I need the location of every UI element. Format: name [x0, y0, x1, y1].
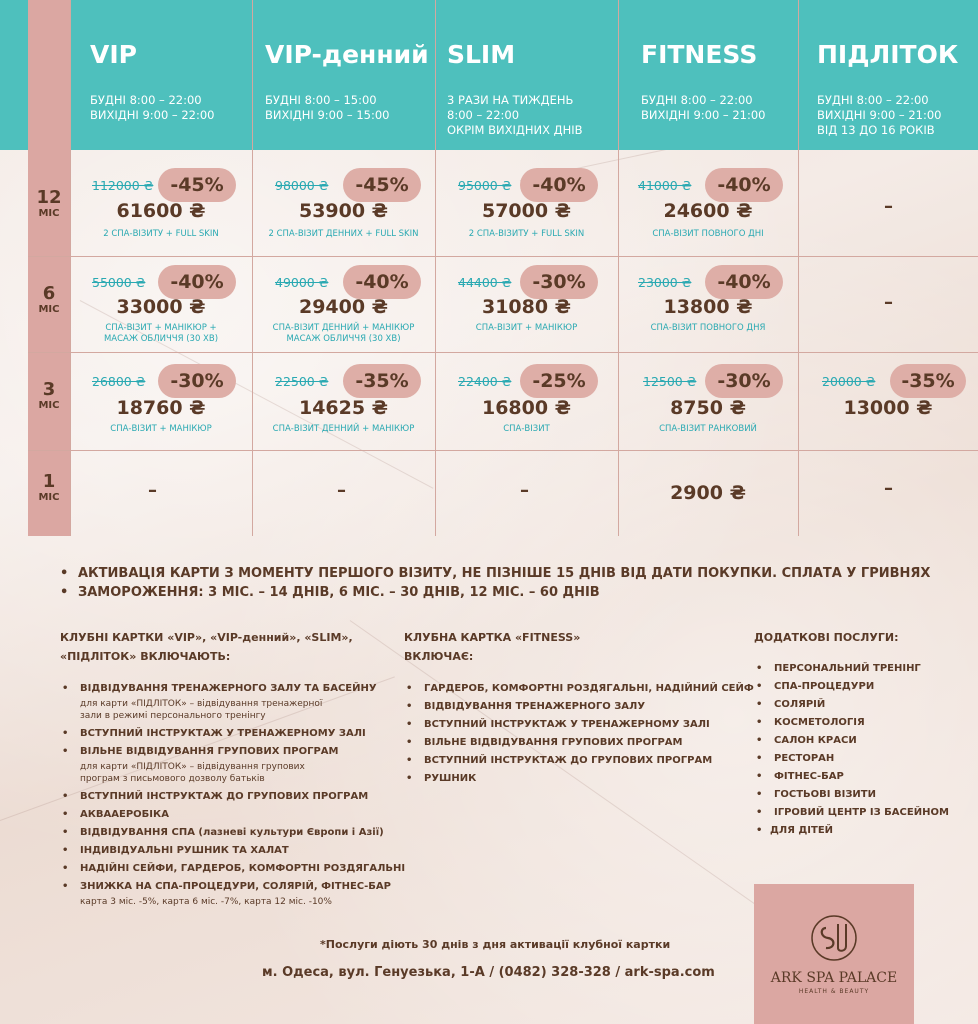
package-note: 2 СПА-ВІЗИТУ + FULL SKIN: [468, 229, 585, 239]
terms-list: [60, 564, 930, 602]
discount-badge: -40%: [705, 168, 783, 202]
grid-line: [618, 0, 619, 536]
package-note: СПА-ВІЗИТ РАНКОВИЙ: [659, 424, 757, 434]
list-item: • ВІЛЬНЕ ВІДВІДУВАННЯ ГРУПОВИХ ПРОГРАМ: [60, 743, 405, 761]
old-price: 26800 ₴: [92, 374, 146, 389]
row-label-12: [28, 188, 70, 219]
discount-badge: -40%: [705, 265, 783, 299]
extra-services-heading: ДОДАТКОВІ ПОСЛУГИ:: [754, 631, 899, 644]
unavailable-dash: –: [520, 480, 529, 501]
old-price: 22400 ₴: [458, 374, 512, 389]
clubs-heading-line2: «ПІДЛІТОК» ВКЛЮЧАЮТЬ:: [60, 650, 231, 663]
list-subnote: для карти «ПІДЛІТОК» – відвідування групових програм з письмового дозволу батьків: [80, 762, 305, 784]
list-item: • ВСТУПНИЙ ІНСТРУКТАЖ У ТРЕНАЖЕРНОМУ ЗАЛІ: [404, 716, 754, 734]
list-item: • ІНДИВІДУАЛЬНІ РУШНИК ТА ХАЛАТ: [60, 842, 405, 860]
price: 29400 ₴: [298, 296, 389, 318]
list-subnote: карта 3 міс. -5%, карта 6 міс. -7%, карта 12 міс. -10%: [80, 897, 332, 907]
row-months: 12: [36, 187, 62, 208]
fitness-heading-line1: КЛУБНА КАРТКА «FITNESS»: [404, 631, 581, 644]
price: 61600 ₴: [116, 200, 206, 222]
price: 13000 ₴: [843, 397, 933, 419]
list-item: • ВІЛЬНЕ ВІДВІДУВАННЯ ГРУПОВИХ ПРОГРАМ: [404, 734, 754, 752]
package-note: СПА-ВІЗИТ + МАНІКЮР: [475, 323, 578, 333]
clubs-heading: [60, 628, 353, 666]
old-price: 22500 ₴: [275, 374, 329, 389]
list-item: • НАДІЙНІ СЕЙФИ, ГАРДЕРОБ, КОМФОРТНІ РОЗДЯГАЛЬНІ: [60, 860, 405, 878]
grid-line: [798, 0, 799, 536]
old-price: 20000 ₴: [822, 374, 876, 389]
row-months: 6: [42, 283, 56, 304]
list-item: • РУШНИК: [404, 770, 754, 788]
grid-line: [28, 352, 978, 353]
list-item: • СОЛЯРІЙ: [754, 696, 949, 714]
old-price: 55000 ₴: [92, 275, 146, 290]
row-label-3: [28, 380, 70, 411]
fitness-includes-list: [404, 680, 754, 788]
list-item: • ВІДВІДУВАННЯ ТРЕНАЖЕРНОГО ЗАЛУ ТА БАСЕЙНУ: [60, 680, 405, 698]
grid-line: [28, 450, 978, 451]
old-price: 23000 ₴: [638, 275, 692, 290]
unavailable-dash: –: [148, 480, 157, 501]
spa-monogram-icon: [804, 908, 864, 968]
old-price: 95000 ₴: [458, 178, 512, 193]
list-item: • ВІДВІДУВАННЯ СПА (лазневі культури Європи і Азії): [60, 824, 405, 842]
price: 24600 ₴: [663, 200, 753, 222]
brand-name: ARK SPA PALACE: [770, 970, 898, 986]
list-item: • СПА-ПРОЦЕДУРИ: [754, 678, 949, 696]
column-schedule-vip: БУДНІ 8:00 – 22:00 ВИХІДНІ 9:00 – 22:00: [90, 93, 215, 122]
clubs-heading-line1: КЛУБНІ КАРТКИ «VIP», «VIP-денний», «SLIM»,: [60, 631, 353, 644]
package-note: СПА-ВІЗИТ ПОВНОГО ДНЯ: [650, 323, 766, 333]
column-title-teen: ПІДЛІТОК: [817, 40, 959, 69]
column-schedule-vip-day: БУДНІ 8:00 – 15:00 ВИХІДНІ 9:00 – 15:00: [265, 93, 390, 122]
discount-badge: -35%: [890, 364, 966, 398]
unavailable-dash: –: [884, 292, 893, 313]
discount-badge: -30%: [705, 364, 783, 398]
price: 33000 ₴: [116, 296, 206, 318]
column-title-slim: SLIM: [447, 40, 516, 69]
price: 53900 ₴: [298, 200, 389, 222]
row-months: 1: [42, 471, 56, 492]
grid-line: [28, 256, 978, 257]
footnote: *Послуги діють 30 днів з дня активації клубної картки: [320, 938, 671, 951]
fitness-heading-line2: ВКЛЮЧАЄ:: [404, 650, 474, 663]
list-item-continued: [754, 822, 949, 840]
list-item: • ВСТУПНИЙ ІНСТРУКТАЖ ДО ГРУПОВИХ ПРОГРАМ: [404, 752, 754, 770]
discount-badge: -40%: [158, 265, 236, 299]
row-unit: МІС: [38, 400, 60, 411]
price: 8750 ₴: [670, 397, 746, 419]
list-item: • РЕСТОРАН: [754, 750, 949, 768]
list-item: • ВСТУПНИЙ ІНСТРУКТАЖ ДО ГРУПОВИХ ПРОГРАМ: [60, 788, 405, 806]
old-price: 49000 ₴: [275, 275, 329, 290]
terms-item: • АКТИВАЦІЯ КАРТИ З МОМЕНТУ ПЕРШОГО ВІЗИТУ, НЕ ПІЗНІШЕ 15 ДНІВ ВІД ДАТИ ПОКУПКИ. СПЛАТА У ГРИВНЯХ: [60, 566, 931, 581]
row-label-1: [28, 472, 70, 503]
column-schedule-slim: 3 РАЗИ НА ТИЖДЕНЬ 8:00 – 22:00 ОКРІМ ВИХІДНИХ ДНІВ: [447, 93, 583, 137]
terms-item: • ЗАМОРОЖЕННЯ: 3 МІС. – 14 ДНІВ, 6 МІС. – 30 ДНІВ, 12 МІС. – 60 ДНІВ: [60, 585, 600, 600]
duration-column: [28, 0, 70, 536]
unavailable-dash: –: [337, 480, 346, 501]
terms-text: АКТИВАЦІЯ КАРТИ З МОМЕНТУ ПЕРШОГО ВІЗИТУ, НЕ ПІЗНІШЕ 15 ДНІВ ВІД ДАТИ ПОКУПКИ. СПЛАТА У ГРИВНЯХ: [78, 566, 931, 581]
package-note: 2 СПА-ВІЗИТУ + FULL SKIN: [103, 229, 219, 239]
list-item: • ЗНИЖКА НА СПА-ПРОЦЕДУРИ, СОЛЯРІЙ, ФІТНЕС-БАР: [60, 878, 405, 896]
clubs-includes-list: [60, 680, 405, 911]
discount-badge: -30%: [158, 364, 236, 398]
fitness-heading: [404, 628, 580, 666]
package-note: СПА-ВІЗИТ + МАНІКЮР: [110, 424, 212, 434]
list-item: • КОСМЕТОЛОГІЯ: [754, 714, 949, 732]
package-note: 2 СПА-ВІЗИТ ДЕННИХ + FULL SKIN: [268, 229, 419, 239]
discount-badge: -40%: [520, 168, 598, 202]
column-title-fitness: FITNESS: [641, 40, 758, 69]
discount-badge: -25%: [520, 364, 598, 398]
list-item: • ВІДВІДУВАННЯ ТРЕНАЖЕРНОГО ЗАЛУ: [404, 698, 754, 716]
list-subnote: для карти «ПІДЛІТОК» – відвідування тренажерної зали в режимі персонального тренінгу: [80, 699, 323, 721]
grid-line: [70, 0, 71, 536]
list-item: • ФІТНЕС-БАР: [754, 768, 949, 786]
row-months: 3: [42, 379, 56, 400]
column-title-vip: VIP: [90, 40, 137, 69]
price: 18760 ₴: [116, 397, 206, 419]
price: 13800 ₴: [663, 296, 753, 318]
discount-badge: -45%: [158, 168, 236, 202]
row-unit: МІС: [38, 208, 60, 219]
logo-block: [754, 884, 914, 1024]
package-note: СПА-ВІЗИТ ДЕННИЙ + МАНІКЮР: [272, 424, 415, 434]
price: 57000 ₴: [481, 200, 572, 222]
grid-line: [252, 0, 253, 536]
package-note: СПА-ВІЗИТ + МАНІКЮР + МАСАЖ ОБЛИЧЧЯ (30 ХВ): [103, 323, 219, 344]
extra-services-list: [754, 660, 949, 840]
discount-badge: -35%: [343, 364, 421, 398]
list-item: • ГОСТЬОВІ ВІЗИТИ: [754, 786, 949, 804]
package-note: СПА-ВІЗИТ ДЕННИЙ + МАНІКЮР МАСАЖ ОБЛИЧЧЯ (30 ХВ): [272, 323, 415, 344]
discount-badge: -30%: [520, 265, 598, 299]
unavailable-dash: –: [884, 478, 893, 499]
list-item: • ПЕРСОНАЛЬНИЙ ТРЕНІНГ: [754, 660, 949, 678]
unavailable-dash: –: [884, 196, 893, 217]
row-unit: МІС: [38, 492, 60, 503]
column-title-vip-day: VIP-денний: [265, 40, 429, 69]
list-item: • ВСТУПНИЙ ІНСТРУКТАЖ У ТРЕНАЖЕРНОМУ ЗАЛІ: [60, 725, 405, 743]
old-price: 12500 ₴: [643, 374, 697, 389]
list-item: • АКВААЕРОБІКА: [60, 806, 405, 824]
old-price: 112000 ₴: [92, 178, 154, 193]
package-note: СПА-ВІЗИТ ПОВНОГО ДНІ: [652, 229, 764, 239]
discount-badge: -45%: [343, 168, 421, 202]
list-item: • ГАРДЕРОБ, КОМФОРТНІ РОЗДЯГАЛЬНІ, НАДІЙНИЙ СЕЙФ: [404, 680, 754, 698]
price: 2900 ₴: [670, 482, 746, 504]
address-contacts: м. Одеса, вул. Генуезька, 1-А / (0482) 328-328 / ark-spa.com: [262, 965, 715, 980]
price: 16800 ₴: [481, 397, 572, 419]
terms-text: ЗАМОРОЖЕННЯ: 3 МІС. – 14 ДНІВ, 6 МІС. – 30 ДНІВ, 12 МІС. – 60 ДНІВ: [78, 585, 600, 600]
package-note: СПА-ВІЗИТ: [503, 424, 550, 434]
column-schedule-teen: БУДНІ 8:00 – 22:00 ВИХІДНІ 9:00 – 21:00 ВІД 13 ДО 16 РОКІВ: [817, 93, 942, 137]
list-item: • ІГРОВИЙ ЦЕНТР ІЗ БАСЕЙНОМ: [754, 804, 949, 822]
discount-badge: -40%: [343, 265, 421, 299]
old-price: 41000 ₴: [638, 178, 692, 193]
grid-line: [435, 0, 436, 536]
old-price: 44400 ₴: [458, 275, 512, 290]
list-item: • САЛОН КРАСИ: [754, 732, 949, 750]
column-schedule-fitness: БУДНІ 8:00 – 22:00 ВИХІДНІ 9:00 – 21:00: [641, 93, 766, 122]
old-price: 98000 ₴: [275, 178, 329, 193]
row-unit: МІС: [38, 304, 60, 315]
price: 31080 ₴: [481, 296, 572, 318]
price: 14625 ₴: [298, 397, 389, 419]
row-label-6: [28, 284, 70, 315]
list-item-text: ДЛЯ ДІТЕЙ: [770, 825, 834, 836]
brand-tagline: HEALTH & BEAUTY: [798, 988, 870, 995]
